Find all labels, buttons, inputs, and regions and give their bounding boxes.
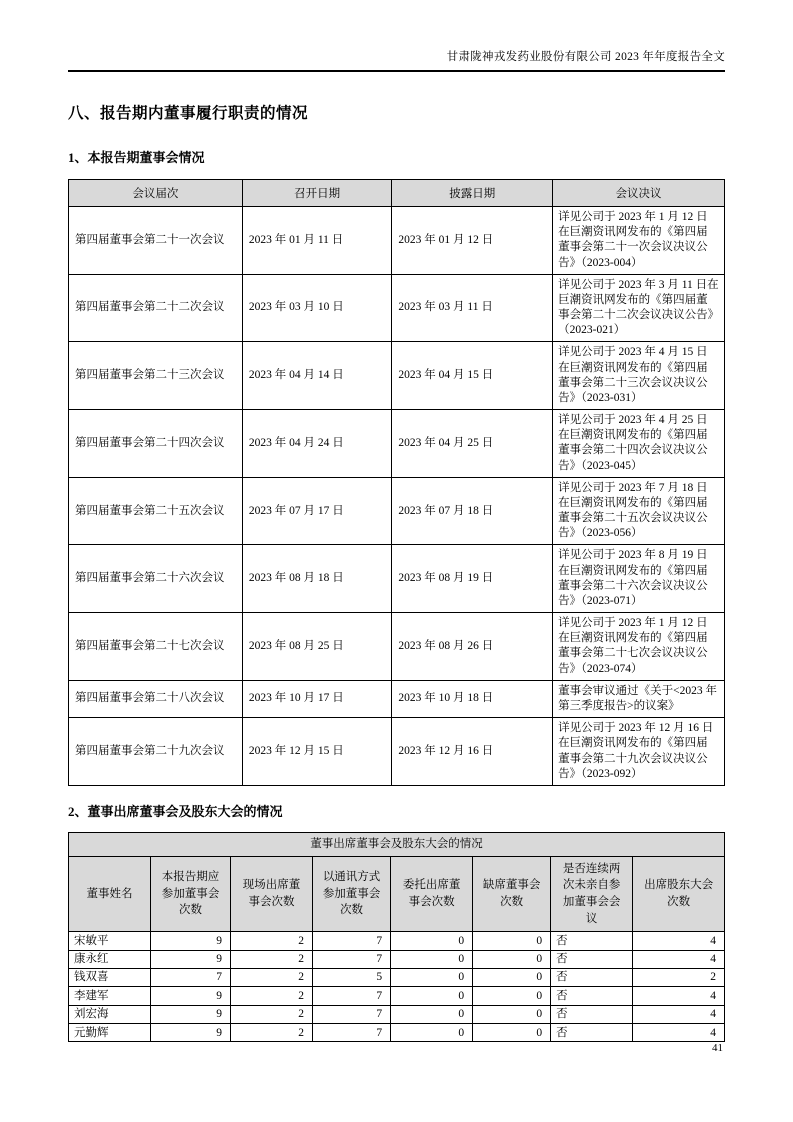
meeting-date-disclosed-cell: 2023 年 04 月 25 日 [392, 410, 553, 478]
director-name-cell: 康永红 [69, 950, 151, 968]
meeting-date-held-cell: 2023 年 04 月 24 日 [242, 410, 392, 478]
telecom-attendance-cell: 7 [313, 932, 391, 950]
meeting-resolution-cell: 详见公司于 2023 年 3 月 11 日在巨潮资讯网发布的《第四届董事会第二十二次会议决议公告》（2023-021） [553, 274, 725, 342]
absence-count-cell: 0 [473, 987, 551, 1005]
absence-count-cell: 0 [473, 1005, 551, 1023]
meeting-resolution-cell: 详见公司于 2023 年 1 月 12 日在巨潮资讯网发布的《第四届董事会第二十七次会议决议公告》（2023-074） [553, 613, 725, 681]
section-heading: 八、报告期内董事履行职责的情况 [68, 105, 309, 122]
page-content [68, 0, 725, 1042]
col-header-shareholder-meetings: 出席股东大会次数 [633, 856, 725, 932]
meeting-row [69, 545, 725, 613]
shareholder-meetings-cell: 4 [633, 1024, 725, 1042]
col-header-telecom-attendance: 以通讯方式参加董事会次数 [313, 856, 391, 932]
meeting-session-cell: 第四届董事会第二十三次会议 [69, 342, 243, 410]
meeting-date-disclosed-cell: 2023 年 07 月 18 日 [392, 477, 553, 545]
shareholder-meetings-cell: 2 [633, 968, 725, 986]
shareholder-meetings-cell: 4 [633, 932, 725, 950]
meeting-date-held-cell: 2023 年 08 月 18 日 [242, 545, 392, 613]
consecutive-absence-cell: 否 [551, 1024, 633, 1042]
shareholder-meetings-cell: 4 [633, 950, 725, 968]
meeting-date-held-cell: 2023 年 08 月 25 日 [242, 613, 392, 681]
col-header-required-meetings: 本报告期应参加董事会次数 [151, 856, 231, 932]
col-header-absences: 缺席董事会次数 [473, 856, 551, 932]
telecom-attendance-cell: 7 [313, 1024, 391, 1042]
attendance-row [69, 950, 725, 968]
proxy-attendance-cell: 0 [391, 1005, 473, 1023]
absence-count-cell: 0 [473, 950, 551, 968]
required-meetings-cell: 9 [151, 932, 231, 950]
consecutive-absence-cell: 否 [551, 932, 633, 950]
meeting-row [69, 718, 725, 786]
meeting-session-cell: 第四届董事会第二十九次会议 [69, 718, 243, 786]
meeting-resolution-cell: 详见公司于 2023 年 12 月 16 日在巨潮资讯网发布的《第四届董事会第二十九次会议决议公告》（2023-092） [553, 718, 725, 786]
proxy-attendance-cell: 0 [391, 968, 473, 986]
meeting-row [69, 274, 725, 342]
meeting-session-cell: 第四届董事会第二十一次会议 [69, 207, 243, 275]
meeting-session-cell: 第四届董事会第二十七次会议 [69, 613, 243, 681]
meeting-session-cell: 第四届董事会第二十八次会议 [69, 680, 243, 717]
header-rule [68, 70, 725, 72]
director-name-cell: 钱双喜 [69, 968, 151, 986]
consecutive-absence-cell: 否 [551, 968, 633, 986]
proxy-attendance-cell: 0 [391, 950, 473, 968]
meeting-date-held-cell: 2023 年 01 月 11 日 [242, 207, 392, 275]
absence-count-cell: 0 [473, 932, 551, 950]
col-header-date-held: 召开日期 [242, 180, 392, 207]
meeting-date-held-cell: 2023 年 03 月 10 日 [242, 274, 392, 342]
required-meetings-cell: 7 [151, 968, 231, 986]
meeting-date-disclosed-cell: 2023 年 04 月 15 日 [392, 342, 553, 410]
onsite-attendance-cell: 2 [231, 1005, 313, 1023]
attendance-table [68, 832, 725, 1043]
required-meetings-cell: 9 [151, 950, 231, 968]
document-header-title: 甘肃陇神戎发药业股份有限公司 2023 年年度报告全文 [446, 51, 725, 63]
meeting-resolution-cell: 详见公司于 2023 年 4 月 15 日在巨潮资讯网发布的《第四届董事会第二十三次会议决议公告》（2023-031） [553, 342, 725, 410]
subsection-2-heading: 2、董事出席董事会及股东大会的情况 [68, 803, 283, 819]
meeting-date-disclosed-cell: 2023 年 01 月 12 日 [392, 207, 553, 275]
meeting-date-disclosed-cell: 2023 年 10 月 18 日 [392, 680, 553, 717]
attendance-row [69, 987, 725, 1005]
attendance-row [69, 968, 725, 986]
meeting-session-cell: 第四届董事会第二十五次会议 [69, 477, 243, 545]
board-meetings-table [68, 179, 725, 786]
attendance-row [69, 1024, 725, 1042]
absence-count-cell: 0 [473, 968, 551, 986]
meeting-row [69, 680, 725, 717]
telecom-attendance-cell: 7 [313, 987, 391, 1005]
meeting-row [69, 477, 725, 545]
attendance-row [69, 932, 725, 950]
telecom-attendance-cell: 7 [313, 950, 391, 968]
col-header-proxy-attendance: 委托出席董事会次数 [391, 856, 473, 932]
meeting-resolution-cell: 详见公司于 2023 年 4 月 25 日在巨潮资讯网发布的《第四届董事会第二十四次会议决议公告》（2023-045） [553, 410, 725, 478]
attendance-table-title: 董事出席董事会及股东大会的情况 [69, 832, 725, 856]
subsection-1-heading: 1、本报告期董事会情况 [68, 150, 205, 165]
attendance-table-body [69, 932, 725, 1042]
telecom-attendance-cell: 7 [313, 1005, 391, 1023]
consecutive-absence-cell: 否 [551, 987, 633, 1005]
meeting-date-held-cell: 2023 年 04 月 14 日 [242, 342, 392, 410]
onsite-attendance-cell: 2 [231, 968, 313, 986]
page-number: 41 [712, 1042, 723, 1054]
meeting-session-cell: 第四届董事会第二十四次会议 [69, 410, 243, 478]
col-header-consecutive-absence: 是否连续两次未亲自参加董事会会议 [551, 856, 633, 932]
absence-count-cell: 0 [473, 1024, 551, 1042]
col-header-onsite-attendance: 现场出席董事会次数 [231, 856, 313, 932]
meetings-table-body [69, 207, 725, 786]
meeting-row [69, 410, 725, 478]
attendance-header-row [69, 856, 725, 932]
meeting-date-held-cell: 2023 年 07 月 17 日 [242, 477, 392, 545]
telecom-attendance-cell: 5 [313, 968, 391, 986]
col-header-date-disclosed: 披露日期 [392, 180, 553, 207]
meeting-resolution-cell: 详见公司于 2023 年 7 月 18 日在巨潮资讯网发布的《第四届董事会第二十五次会议决议公告》（2023-056） [553, 477, 725, 545]
proxy-attendance-cell: 0 [391, 987, 473, 1005]
director-name-cell: 李建军 [69, 987, 151, 1005]
meeting-row [69, 207, 725, 275]
meeting-session-cell: 第四届董事会第二十二次会议 [69, 274, 243, 342]
meeting-date-disclosed-cell: 2023 年 12 月 16 日 [392, 718, 553, 786]
director-name-cell: 宋敏平 [69, 932, 151, 950]
proxy-attendance-cell: 0 [391, 932, 473, 950]
onsite-attendance-cell: 2 [231, 950, 313, 968]
shareholder-meetings-cell: 4 [633, 1005, 725, 1023]
consecutive-absence-cell: 否 [551, 950, 633, 968]
shareholder-meetings-cell: 4 [633, 987, 725, 1005]
meeting-resolution-cell: 详见公司于 2023 年 1 月 12 日在巨潮资讯网发布的《第四届董事会第二十一次会议决议公告》（2023-004） [553, 207, 725, 275]
director-name-cell: 元勤辉 [69, 1024, 151, 1042]
col-header-director-name: 董事姓名 [69, 856, 151, 932]
proxy-attendance-cell: 0 [391, 1024, 473, 1042]
onsite-attendance-cell: 2 [231, 987, 313, 1005]
meeting-date-disclosed-cell: 2023 年 08 月 19 日 [392, 545, 553, 613]
meeting-date-disclosed-cell: 2023 年 08 月 26 日 [392, 613, 553, 681]
required-meetings-cell: 9 [151, 987, 231, 1005]
attendance-title-row [69, 832, 725, 856]
meeting-row [69, 613, 725, 681]
meeting-date-held-cell: 2023 年 12 月 15 日 [242, 718, 392, 786]
onsite-attendance-cell: 2 [231, 1024, 313, 1042]
attendance-row [69, 1005, 725, 1023]
meeting-resolution-cell: 董事会审议通过《关于<2023 年第三季度报告>的议案》 [553, 680, 725, 717]
meeting-row [69, 342, 725, 410]
col-header-session: 会议届次 [69, 180, 243, 207]
consecutive-absence-cell: 否 [551, 1005, 633, 1023]
meeting-resolution-cell: 详见公司于 2023 年 8 月 19 日在巨潮资讯网发布的《第四届董事会第二十六次会议决议公告》（2023-071） [553, 545, 725, 613]
col-header-resolution: 会议决议 [553, 180, 725, 207]
meeting-date-disclosed-cell: 2023 年 03 月 11 日 [392, 274, 553, 342]
director-name-cell: 刘宏海 [69, 1005, 151, 1023]
required-meetings-cell: 9 [151, 1005, 231, 1023]
meeting-date-held-cell: 2023 年 10 月 17 日 [242, 680, 392, 717]
onsite-attendance-cell: 2 [231, 932, 313, 950]
meeting-session-cell: 第四届董事会第二十六次会议 [69, 545, 243, 613]
meetings-header-row [69, 180, 725, 207]
required-meetings-cell: 9 [151, 1024, 231, 1042]
